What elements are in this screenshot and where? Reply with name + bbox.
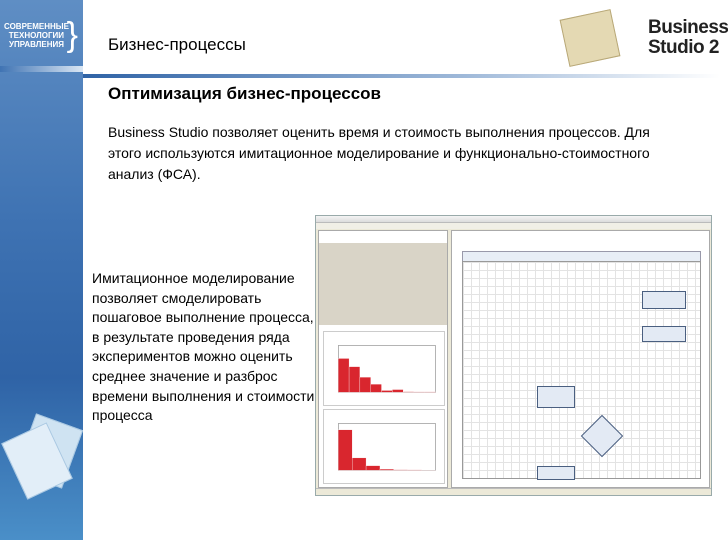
slide-heading: Оптимизация бизнес-процессов <box>108 84 381 103</box>
histogram-bar <box>380 469 394 470</box>
histogram-bar <box>371 384 382 392</box>
document-icon <box>560 9 621 67</box>
diagram-box <box>642 291 686 309</box>
histogram-bar <box>392 390 403 393</box>
window-titlebar <box>316 216 711 223</box>
process-diagram <box>451 230 710 488</box>
documents-illustration <box>10 420 75 495</box>
section-title: Бизнес-процессы <box>108 35 246 54</box>
histogram-bar <box>349 367 360 393</box>
divider <box>0 66 83 72</box>
company-logo <box>4 16 80 54</box>
logo-line: СОВРЕМЕННЫЕ <box>4 22 69 31</box>
intro-text: Business Studio позволяет оценить время и стоимость выполнения процессов. Для этого используются имитационное моделирование и функционально-стоимостного анализ (ФСА). <box>108 124 650 182</box>
histogram-bar <box>394 470 408 471</box>
simulation-description: Имитационное моделирование позволяет смоделировать пошаговое выполнение процесса, в результате проведения ряда экспериментов можно оценить среднее значение и разброс времени выполнения и стоимости процесса <box>92 270 315 424</box>
diagram-box <box>537 466 575 480</box>
histogram-bar <box>382 390 393 392</box>
time-histogram <box>323 409 445 484</box>
histogram-bar <box>360 377 371 392</box>
logo-line: УПРАВЛЕНИЯ <box>9 40 64 49</box>
histogram-bar <box>338 358 349 392</box>
logo-line: Studio 2 <box>648 37 719 58</box>
app-screenshot <box>315 215 712 496</box>
sidebar <box>0 0 83 540</box>
histogram-bar <box>338 430 352 470</box>
diagram-box <box>537 386 575 408</box>
diagram-box <box>642 326 686 342</box>
properties-grid <box>319 243 447 325</box>
cost-histogram <box>323 331 445 406</box>
simulation-panel <box>318 230 448 488</box>
status-bar <box>316 488 711 495</box>
brace-icon: } <box>66 16 78 54</box>
logo-line: ТЕХНОЛОГИИ <box>8 31 64 40</box>
menu-bar <box>316 223 711 229</box>
histogram-bar <box>403 392 414 393</box>
histogram-bar <box>352 458 366 470</box>
histogram-bar <box>366 466 380 471</box>
business-studio-logo <box>562 8 728 68</box>
divider <box>83 74 720 78</box>
logo-line: Business <box>648 17 728 38</box>
